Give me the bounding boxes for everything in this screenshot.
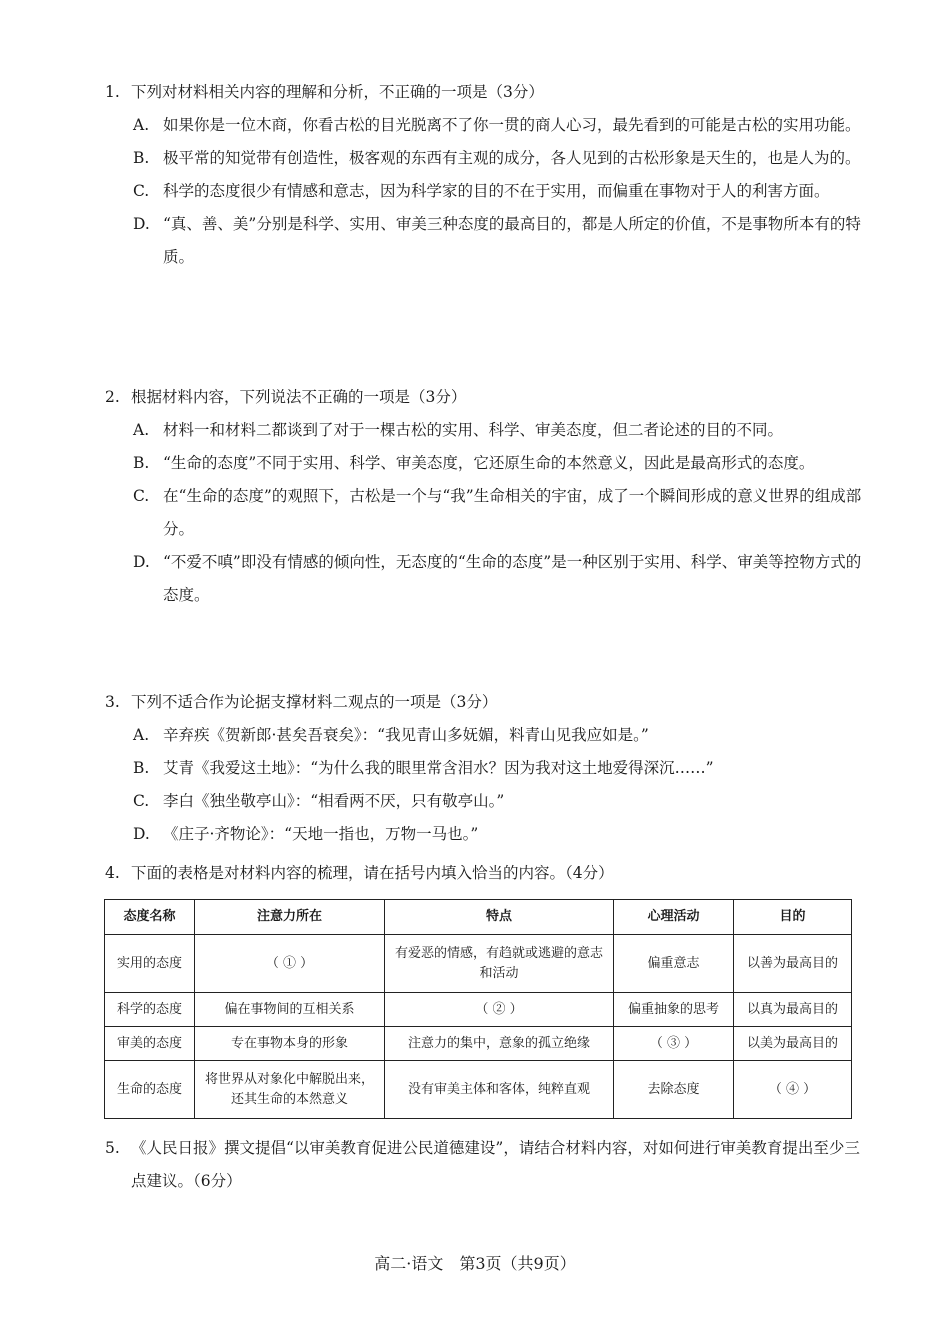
option-text: “真、善、美”分别是科学、实用、审美三种态度的最高目的，都是人所定的价值，不是事物所本有的特质。 (163, 215, 861, 266)
option-b (133, 142, 865, 175)
question-number: 2. (105, 388, 120, 406)
option-text: 《庄子·齐物论》：“天地一指也，万物一马也。” (163, 825, 479, 843)
option-text: 在“生命的态度”的观照下，古松是一个与“我”生命相关的宇宙，成了一个瞬间形成的意义世界的组成部分。 (163, 487, 862, 538)
table-row (105, 1061, 852, 1119)
table-cell: 偏重抽象的思考 (614, 993, 734, 1027)
question-stem (105, 857, 865, 890)
question-text: 下面的表格是对材料内容的梳理，请在括号内填入恰当的内容。（4分） (131, 864, 614, 882)
question-stem (105, 1132, 865, 1198)
question-number: 1. (105, 83, 120, 101)
question-4 (105, 857, 865, 890)
option-label: D. (133, 215, 150, 233)
table-cell: 偏重意志 (614, 935, 734, 993)
table-row (105, 993, 852, 1027)
option-a (133, 109, 865, 142)
table-cell: （ ① ） (195, 935, 385, 993)
option-a (133, 414, 865, 447)
question-1 (105, 76, 865, 274)
option-c (133, 480, 865, 546)
question-number: 3. (105, 693, 120, 711)
option-label: B. (133, 759, 150, 777)
question-5 (105, 1132, 865, 1198)
question-text: 下列不适合作为论据支撑材料二观点的一项是（3分） (131, 693, 498, 711)
option-text: 如果你是一位木商，你看古松的目光脱离不了你一贯的商人心习，最先看到的可能是古松的实用功能。 (163, 116, 861, 134)
option-text: 极平常的知觉带有创造性，极客观的东西有主观的成分，各人见到的古松形象是天生的，也是人为的。 (163, 149, 861, 167)
table-cell: 科学的态度 (105, 993, 195, 1027)
question-number: 4. (105, 864, 120, 882)
option-d (133, 818, 865, 851)
option-b (133, 447, 865, 480)
option-text: 李白《独坐敬亭山》：“相看两不厌，只有敬亭山。” (163, 792, 505, 810)
question-text: 根据材料内容，下列说法不正确的一项是（3分） (131, 388, 467, 406)
table-cell: 偏在事物间的互相关系 (195, 993, 385, 1027)
table-cell: 生命的态度 (105, 1061, 195, 1119)
page-footer: 高二·语文 第3页（共9页） (374, 1254, 576, 1273)
table-header-row (105, 900, 852, 935)
question-text: 下列对材料相关内容的理解和分析，不正确的一项是（3分） (131, 83, 544, 101)
table-cell: （ ③ ） (614, 1027, 734, 1061)
table-cell: 以善为最高目的 (734, 935, 852, 993)
table-cell: （ ④ ） (734, 1061, 852, 1119)
table-cell: 以美为最高目的 (734, 1027, 852, 1061)
option-text: 科学的态度很少有情感和意志，因为科学家的目的不在于实用，而偏重在事物对于人的利害方面。 (163, 182, 830, 200)
table-cell: 实用的态度 (105, 935, 195, 993)
table-header-cell: 注意力所在 (195, 900, 385, 935)
table-cell: 有爱恶的情感，有趋就或逃避的意志和活动 (385, 935, 614, 993)
attitude-table (104, 899, 852, 1119)
option-label: C. (133, 792, 150, 810)
option-label: D. (133, 553, 150, 571)
option-text: “不爱不嗔”即没有情感的倾向性，无态度的“生命的态度”是一种区别于实用、科学、审美等控物方式的态度。 (163, 553, 862, 604)
option-label: A. (133, 421, 150, 439)
table-cell: 专在事物本身的形象 (195, 1027, 385, 1061)
question-2 (105, 381, 865, 612)
table-header-cell: 特点 (385, 900, 614, 935)
table-cell: 审美的态度 (105, 1027, 195, 1061)
option-text: 辛弃疾《贺新郎·甚矣吾衰矣》：“我见青山多妩媚，料青山见我应如是。” (163, 726, 649, 744)
question-3 (105, 686, 865, 851)
option-label: A. (133, 726, 150, 744)
question-text: 《人民日报》撰文提倡“以审美教育促进公民道德建设”，请结合材料内容，对如何进行审美教育提出至少三点建议。（6分） (131, 1139, 860, 1190)
table-cell: 将世界从对象化中解脱出来，还其生命的本然意义 (195, 1061, 385, 1119)
question-number: 5. (105, 1139, 120, 1157)
option-text: “生命的态度”不同于实用、科学、审美态度，它还原生命的本然意义，因此是最高形式的态度。 (163, 454, 815, 472)
option-label: C. (133, 182, 150, 200)
option-a (133, 719, 865, 752)
table-header-cell: 目的 (734, 900, 852, 935)
question-stem (105, 381, 865, 414)
table-cell: 去除态度 (614, 1061, 734, 1119)
option-text: 艾青《我爱这土地》：“为什么我的眼里常含泪水？因为我对这土地爱得深沉……” (163, 759, 714, 777)
table-cell: 以真为最高目的 (734, 993, 852, 1027)
option-label: A. (133, 116, 150, 134)
table-header-cell: 心理活动 (614, 900, 734, 935)
table-cell: 注意力的集中，意象的孤立绝缘 (385, 1027, 614, 1061)
option-label: C. (133, 487, 150, 505)
table-row (105, 1027, 852, 1061)
option-text: 材料一和材料二都谈到了对于一棵古松的实用、科学、审美态度，但二者论述的目的不同。 (163, 421, 784, 439)
option-b (133, 752, 865, 785)
table-header-cell: 态度名称 (105, 900, 195, 935)
option-label: B. (133, 149, 150, 167)
option-d (133, 546, 865, 612)
option-c (133, 175, 865, 208)
question-stem (105, 686, 865, 719)
question-stem (105, 76, 865, 109)
option-label: D. (133, 825, 150, 843)
option-c (133, 785, 865, 818)
option-d (133, 208, 865, 274)
table-cell: 没有审美主体和客体，纯粹直观 (385, 1061, 614, 1119)
table-row (105, 935, 852, 993)
table-cell: （ ② ） (385, 993, 614, 1027)
option-label: B. (133, 454, 150, 472)
